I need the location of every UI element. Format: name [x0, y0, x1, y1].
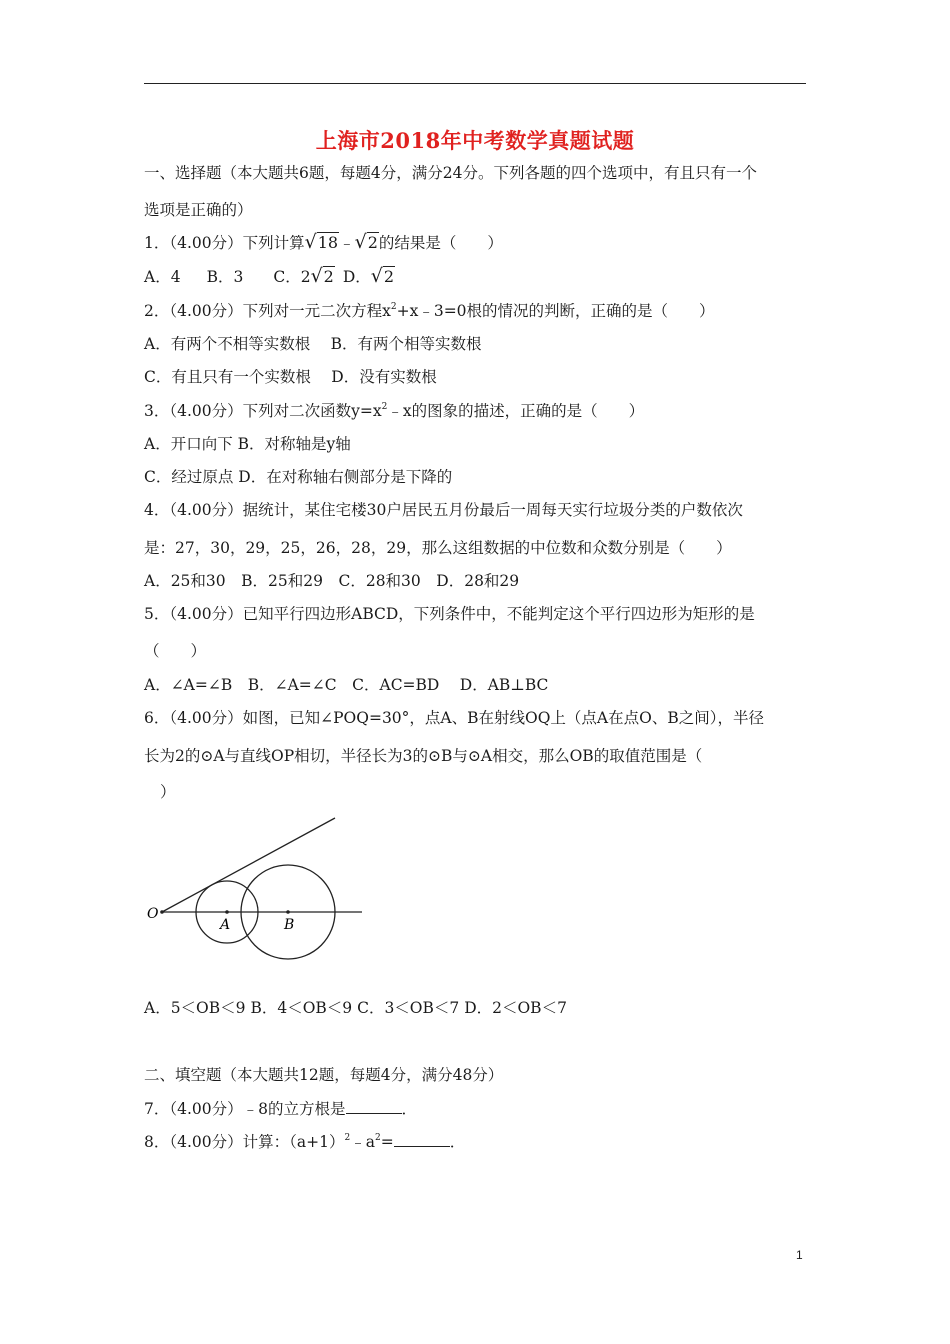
question-2-options-2: C．有且只有一个实数根 D．没有实数根 [144, 368, 437, 386]
label-b: B [284, 917, 295, 933]
q3-exponent: 2 [381, 402, 388, 412]
q1-minus: ﹣ [339, 234, 355, 252]
q1-option-d [342, 265, 395, 287]
q7-end: ． [401, 1100, 418, 1118]
page-number: 1 [796, 1248, 803, 1262]
q8-stem-c: = [380, 1133, 394, 1151]
label-o: O [147, 906, 159, 922]
sqrt-icon: √ [310, 265, 323, 287]
q2-exponent: 2 [390, 302, 397, 312]
q7-stem: 7．（4.00分）﹣8的立方根是 [144, 1100, 346, 1118]
q1-prefix: 1．（4.00分）下列计算 [144, 234, 305, 252]
question-4-options: A．25和30 B．25和29 C．28和30 D．28和29 [144, 572, 520, 590]
question-3-options-1: A．开口向下 B．对称轴是y轴 [144, 435, 351, 453]
q8-exponent-1: 2 [344, 1133, 351, 1143]
q8-answer-blank[interactable] [394, 1132, 450, 1147]
question-8 [144, 1132, 465, 1152]
q2-stem-a: 2．（4.00分）下列对一元二次方程x [144, 302, 391, 320]
point-o [160, 910, 164, 914]
q3-stem-a: 3．（4.00分）下列对二次函数y=x [144, 402, 382, 420]
question-2-stem [144, 301, 715, 321]
question-1-stem [144, 232, 503, 253]
section2-header: 二、填空题（本大题共12题，每题4分，满分48分） [144, 1066, 504, 1084]
section1-header-line2: 选项是正确的） [144, 201, 253, 219]
question-6-stem-1: 6．（4.00分）如图，已知∠POQ=30°，点A、B在射线OQ上（点A在点O、B之间），半径 [144, 709, 764, 727]
q8-end: ． [449, 1133, 466, 1151]
question-5-stem-2: （ ） [144, 642, 207, 660]
question-3-stem [144, 401, 644, 421]
q6-figure [140, 812, 370, 972]
question-6-stem-3: ） [160, 783, 176, 801]
q1-option-c-label: C．2 [273, 268, 311, 286]
question-7 [144, 1099, 417, 1119]
q2-stem-b: +x﹣3=0根的情况的判断，正确的是（ ） [396, 302, 715, 320]
q3-stem-b: ﹣x的图象的描述，正确的是（ ） [387, 402, 645, 420]
q8-stem-b: ﹣a [350, 1133, 375, 1151]
question-5-options: A．∠A=∠B B．∠A=∠C C．AC=BD D．AB⊥BC [144, 676, 549, 694]
question-5-stem-1: 5．（4.00分）已知平行四边形ABCD，下列条件中，不能判定这个平行四边形为矩形的是 [144, 605, 755, 623]
point-a [225, 910, 229, 914]
q1-option-d-radicand: 2 [383, 267, 395, 286]
q1-option-c-radicand: 2 [323, 267, 334, 286]
question-4-stem-1: 4．（4.00分）据统计，某住宅楼30户居民五月份最后一周每天实行垃圾分类的户数依次 [144, 501, 743, 519]
sqrt-icon: √ [370, 265, 383, 287]
question-6-options: A．5＜OB＜9 B．4＜OB＜9 C．3＜OB＜7 D．2＜OB＜7 [144, 999, 567, 1017]
q1-option-a: A．4 [144, 268, 181, 286]
question-3-options-2: C．经过原点 D．在对称轴右侧部分是下降的 [144, 468, 453, 486]
label-a: A [220, 917, 231, 933]
q1-option-c [273, 265, 335, 287]
q1-option-d-label: D． [342, 268, 371, 286]
ray-op [162, 818, 335, 912]
section1-header-line1: 一、选择题（本大题共6题，每题4分，满分24分。下列各题的四个选项中，有且只有一个 [144, 164, 757, 182]
question-1-options [144, 266, 395, 287]
question-2-options-1: A．有两个不相等实数根 B．有两个相等实数根 [144, 335, 482, 353]
q8-stem-a: 8．（4.00分）计算：（a+1） [144, 1133, 345, 1151]
question-6-stem-2: 长为2的⊙A与直线OP相切，半径长为3的⊙B与⊙A相交，那么OB的取值范围是（ [144, 747, 703, 765]
q1-option-b: B．3 [206, 268, 244, 286]
q1-suffix: 的结果是（ ） [378, 234, 503, 252]
q7-answer-blank[interactable] [346, 1099, 402, 1114]
sqrt-icon: √ [304, 231, 317, 253]
q8-exponent-2: 2 [374, 1133, 381, 1143]
header-rule [144, 83, 806, 84]
point-b [286, 910, 290, 914]
sqrt-icon: √ [354, 231, 367, 253]
q1-radicand-1: 18 [317, 233, 339, 252]
page-title: 上海市2018年中考数学真题试题 [315, 128, 635, 153]
q1-radicand-2: 2 [367, 233, 378, 252]
question-4-stem-2: 是：27，30，29，25，26，28，29，那么这组数据的中位数和众数分别是（ ） [144, 539, 732, 557]
